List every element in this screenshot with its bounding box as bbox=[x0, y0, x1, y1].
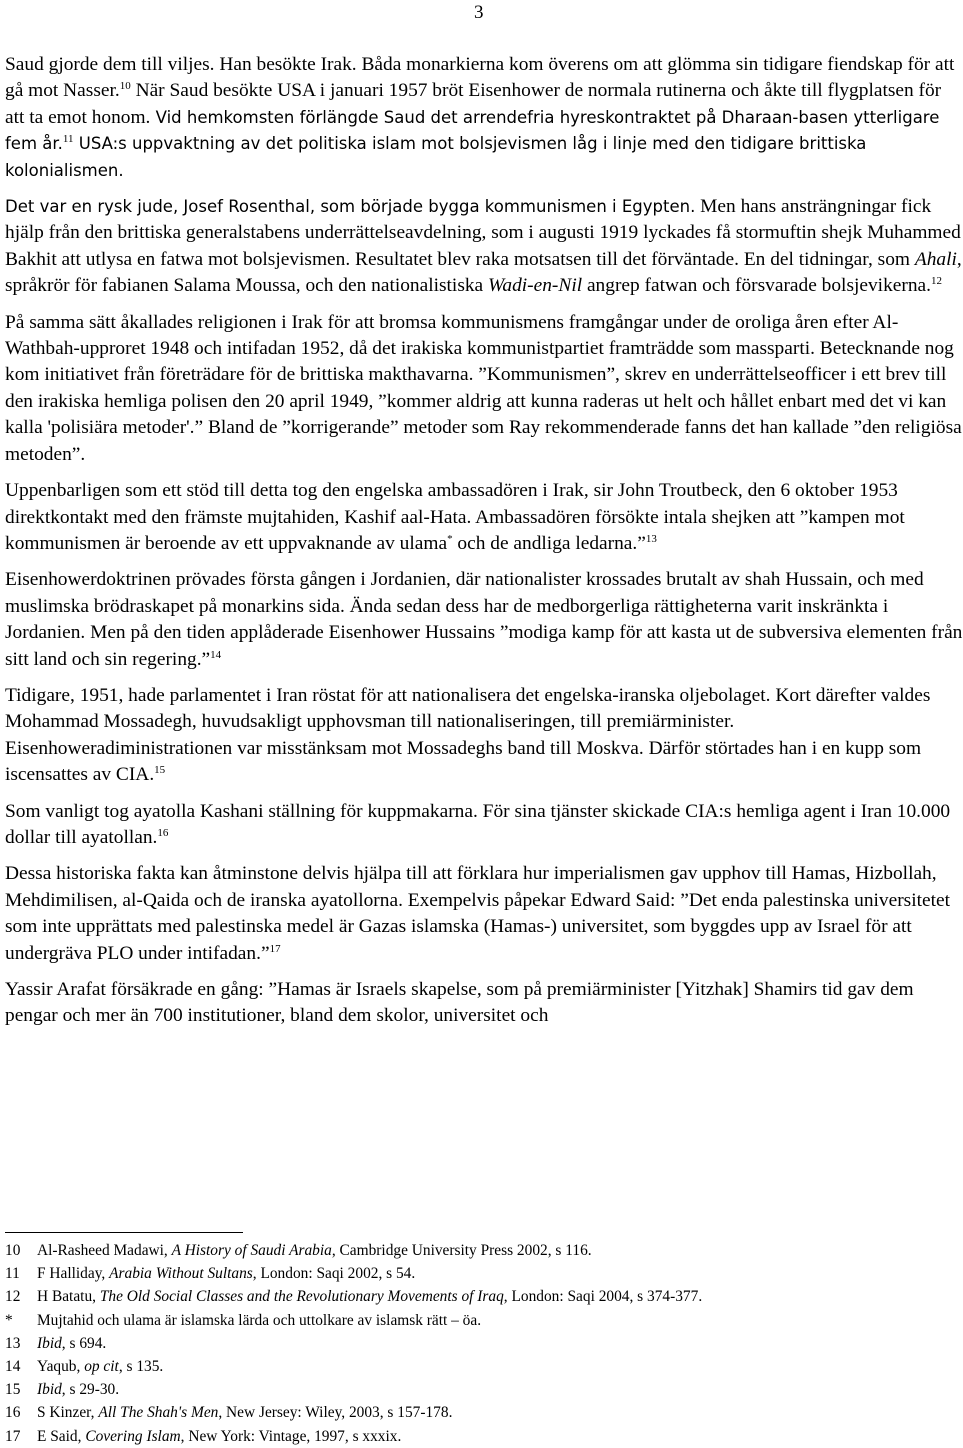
footnote-number: * bbox=[5, 1311, 13, 1329]
footnote-number: 15 bbox=[5, 1381, 21, 1399]
footnote-ref: 17 bbox=[269, 942, 281, 955]
paragraph-5 bbox=[5, 567, 963, 673]
footnote-ref: * bbox=[447, 532, 453, 545]
paragraph-6 bbox=[5, 683, 963, 789]
footnote-title: Arabia Without Sultans bbox=[109, 1265, 253, 1283]
paragraph-text: Det var en rysk jude, Josef Rosenthal, som började bygga kommunismen i Egypten. bbox=[5, 197, 696, 217]
footnote bbox=[5, 1425, 955, 1448]
paragraph-text: Vid hemkomsten förlängde Saud det arrendefria hyreskontraktet på Dharaan-basen ytterligare fem år. bbox=[5, 107, 940, 154]
footnote bbox=[5, 1239, 955, 1262]
footnote-text: , Cambridge University Press 2002, s 116. bbox=[331, 1242, 592, 1259]
footnote-number: 16 bbox=[5, 1404, 21, 1422]
footnote-ref: 13 bbox=[645, 532, 657, 545]
footnote-text: , London: Saqi 2004, s 374-377. bbox=[503, 1288, 703, 1306]
footnote-number: 11 bbox=[5, 1265, 20, 1283]
footnote-text: , s 29-30. bbox=[61, 1381, 120, 1399]
footnote-ref: 11 bbox=[62, 133, 74, 146]
footnote-title: Ibid bbox=[37, 1381, 62, 1399]
footnote-text: , London: Saqi 2002, s 54. bbox=[252, 1265, 416, 1283]
paragraph-text: Dessa historiska fakta kan åtminstone delvis hjälpa till att förklara hur imperialismen gav upphov till Hamas, Hizbollah, Mehdimilisen, al-Qaida och de iranska ayatollorna. Exempelvis påpekar Edward Said: ”Det enda palestinska universitetet som inte upprättats med palestinska medel är Gazas islamska (Hamas-) universitet, som byggdes upp av Israel för att undergräva PLO under intifadan.” bbox=[5, 863, 950, 964]
footnote bbox=[5, 1309, 955, 1332]
paragraph-text: På samma sätt åkallades religionen i Irak för att bromsa kommunismens framgångar under de oroliga åren efter Al-Wathbah-upproret 1948 och intifadan 1952, då det irakiska kommunistpartiet framträdde som massparti. Betecknande nog kom initiativet från företrädare för de brittiska makthavarna. ”Kommunismen”, skrev en underrättelseofficer i ett brev till den irakiska hemliga polisen den 20 april 1949, ”kommer aldrig att kunna raderas ut helt och hållet enbart med det vi kan kalla 'polisiära metoder'.” Bland de ”korrigerande” metoder som Ray rekommenderade fanns det han kallade ”den religiösa metoden”. bbox=[5, 311, 962, 465]
footnote-text: Al-Rasheed Madawi, bbox=[37, 1242, 172, 1259]
footnote bbox=[5, 1355, 955, 1378]
footnote-title: The Old Social Classes and the Revolutionary Movements of Iraq bbox=[99, 1288, 504, 1306]
publication-title: Ahali bbox=[914, 248, 957, 270]
paragraph-1 bbox=[5, 52, 963, 184]
paragraph-text: Yassir Arafat försäkrade en gång: ”Hamas är Israels skapelse, som på premiärminister [Yitzhak] Shamirs tid gav dem pengar och mer än 700 institutioner, bland dem skolor, universitet och bbox=[5, 979, 914, 1027]
footnote-text: , s 135. bbox=[118, 1357, 164, 1375]
paragraph-text: När Saud besökte USA i januari 1957 bröt Eisenhower de normala rutinerna och åkte till flygplatsen för att ta emot honom. bbox=[5, 80, 942, 128]
footnote-ref: 14 bbox=[210, 648, 222, 661]
paragraph-text: Tidigare, 1951, hade parlamentet i Iran röstat för att nationalisera det engelska-iranska oljebolaget. Kort därefter valdes Mohammad Mossadegh, huvudsakligt upphovsman till nationaliseringen, till premiärminister. Eisenhoweradiministrationen var misstänksam mot Mossadeghs band till Moskva. Därför störtades han i en kupp som iscensattes av CIA. bbox=[5, 684, 931, 786]
paragraph-3 bbox=[5, 310, 963, 468]
footnote bbox=[5, 1285, 955, 1308]
footnote-text: E Said, bbox=[37, 1427, 86, 1445]
footnote-number: 12 bbox=[5, 1288, 21, 1306]
footnote-text: S Kinzer, bbox=[37, 1404, 99, 1422]
footnote bbox=[5, 1332, 955, 1355]
paragraph-text: och de andliga ledarna.” bbox=[452, 532, 646, 554]
footnote-text: , New York: Vintage, 1997, s xxxix. bbox=[180, 1427, 402, 1445]
footnote-number: 10 bbox=[5, 1242, 21, 1259]
paragraph-text: Men hans ansträngningar fick hjälp från den brittiska generalstabens underrättelseavdelning, som i augusti 1919 lyckades få stormuftin shejk Muhammed Bakhit att utlysa en fatwa mot bolsjevismen. Resultatet blev raka motsatsen till det förväntade. bbox=[5, 196, 961, 270]
paragraph-7 bbox=[5, 799, 963, 852]
footnote-text: Mujtahid och ulama är islamska lärda och uttolkare av islamsk rätt – öa. bbox=[37, 1311, 482, 1329]
footnote-title: op cit bbox=[84, 1357, 119, 1375]
paragraph-text: Saud gjorde dem till viljes. Han besökte Irak. Båda monarkierna kom överens om att glömma sin tidigare fiendskap för att gå mot Nasser. bbox=[5, 54, 955, 102]
footnote-text: , s 694. bbox=[61, 1334, 107, 1352]
footnote-title: Covering Islam bbox=[85, 1427, 181, 1445]
footnotes bbox=[5, 1239, 955, 1448]
page-number: 3 bbox=[474, 2, 484, 23]
paragraph-9 bbox=[5, 977, 963, 1030]
paragraph-text: angrep fatwan och försvarade bolsjevikerna. bbox=[582, 275, 931, 297]
paragraph-text: USA:s uppvaktning av det politiska islam mot bolsjevismen låg i linje med den tidigare brittiska kolonialismen. bbox=[5, 134, 867, 180]
paragraph-text: Eisenhowerdoktrinen prövades första gången i Jordanien, där nationalister krossades brutalt av shah Hussain, och med muslimska brödraskapet på monarkins sida. Ända sedan dess har de medborgerliga rättigheterna varit inskränkta i Jordanien. Men på den tiden applåderade Eisenhower Hussains ”modiga kamp för att kasta ut de subversiva elementen från sitt land och sin regering.” bbox=[5, 569, 963, 670]
footnote bbox=[5, 1401, 955, 1424]
footnote-text: Yaqub, bbox=[37, 1357, 85, 1375]
footnote-title: All The Shah's Men bbox=[98, 1404, 219, 1422]
footnote-text: , New Jersey: Wiley, 2003, s 157-178. bbox=[218, 1404, 453, 1422]
paragraph-text: En del tidningar, som bbox=[738, 248, 915, 270]
footnote-title: Ibid bbox=[37, 1334, 62, 1352]
footnote-ref: 12 bbox=[930, 275, 942, 288]
footnote-ref: 10 bbox=[119, 80, 131, 93]
footnote-ref: 15 bbox=[154, 764, 166, 777]
paragraph-4 bbox=[5, 478, 963, 557]
footnote bbox=[5, 1262, 955, 1285]
footnote-ref: 16 bbox=[157, 826, 169, 839]
paragraph-8 bbox=[5, 861, 963, 967]
footnote-text: H Batatu, bbox=[37, 1288, 100, 1306]
body-text bbox=[5, 52, 963, 1040]
paragraph-text: Uppenbarligen som ett stöd till detta tog den engelska ambassadören i Irak, sir John Troutbeck, den 6 oktober 1953 direktkontakt med den främste mujtahiden, Kashif aal-Hata. Ambassadören försökte intala shejken att ”kampen mot kommunismen är beroende av ett uppvaknande av ulama bbox=[5, 480, 905, 554]
footnote-number: 13 bbox=[5, 1334, 21, 1352]
footnote-number: 17 bbox=[5, 1427, 21, 1445]
paragraph-text: Som vanligt tog ayatolla Kashani ställning för kuppmakarna. För sina tjänster skickade CIA:s hemliga agent i Iran 10.000 dollar till ayatollan. bbox=[5, 800, 951, 848]
footnote-separator bbox=[5, 1232, 243, 1233]
footnote-title: A History of Saudi Arabia bbox=[171, 1242, 332, 1259]
publication-title: Wadi-en-Nil bbox=[488, 275, 583, 297]
paragraph-2 bbox=[5, 194, 963, 300]
footnote-text: F Halliday, bbox=[37, 1265, 110, 1283]
footnote-number: 14 bbox=[5, 1357, 21, 1375]
paragraph-text: , språkrör för fabianen Salama Moussa, och den nationalistiska bbox=[5, 248, 962, 297]
footnote bbox=[5, 1378, 955, 1401]
